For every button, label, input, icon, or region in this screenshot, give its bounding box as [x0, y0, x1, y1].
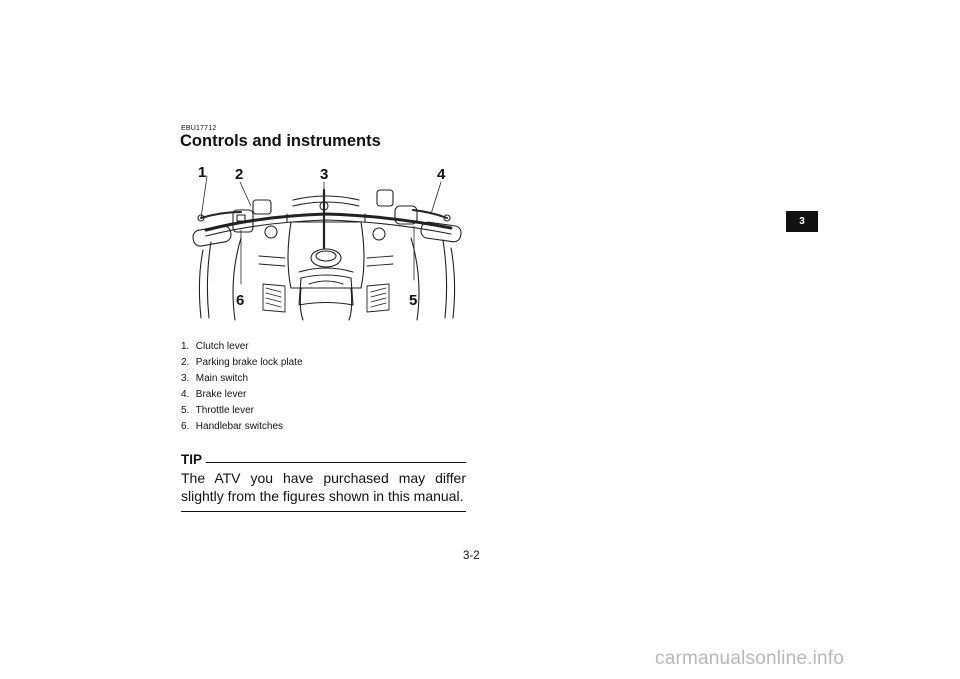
- tip-label: TIP: [181, 452, 203, 467]
- figure-captions: [181, 340, 303, 436]
- caption-item: 5. Throttle lever: [181, 405, 254, 416]
- handlebar-figure: [181, 160, 466, 325]
- section-code: EBU17712: [181, 125, 217, 132]
- tip-box: [181, 451, 466, 512]
- page-number: 3-2: [463, 550, 480, 562]
- watermark: carmanualsonline.info: [655, 648, 845, 669]
- caption-item: 1. Clutch lever: [181, 341, 249, 352]
- tip-text: The ATV you have purchased may differ slightly from the figures shown in this manual.: [181, 470, 466, 504]
- callout-5: 5: [409, 292, 418, 309]
- caption-item: 6. Handlebar switches: [181, 421, 284, 432]
- caption-item: 2. Parking brake lock plate: [181, 357, 303, 368]
- caption-item: 3. Main switch: [181, 373, 249, 384]
- callout-3: 3: [320, 166, 329, 183]
- caption-item: 4. Brake lever: [181, 389, 247, 400]
- callout-1: 1: [198, 164, 207, 181]
- tip-bottom-rule: [181, 511, 466, 512]
- callout-2: 2: [235, 166, 244, 183]
- tip-header: [181, 451, 466, 466]
- page-title: Controls and instruments: [180, 132, 381, 150]
- callout-4: 4: [437, 166, 446, 183]
- tip-rule: [206, 462, 466, 463]
- callout-6: 6: [236, 292, 245, 309]
- chapter-tab: 3: [786, 211, 818, 232]
